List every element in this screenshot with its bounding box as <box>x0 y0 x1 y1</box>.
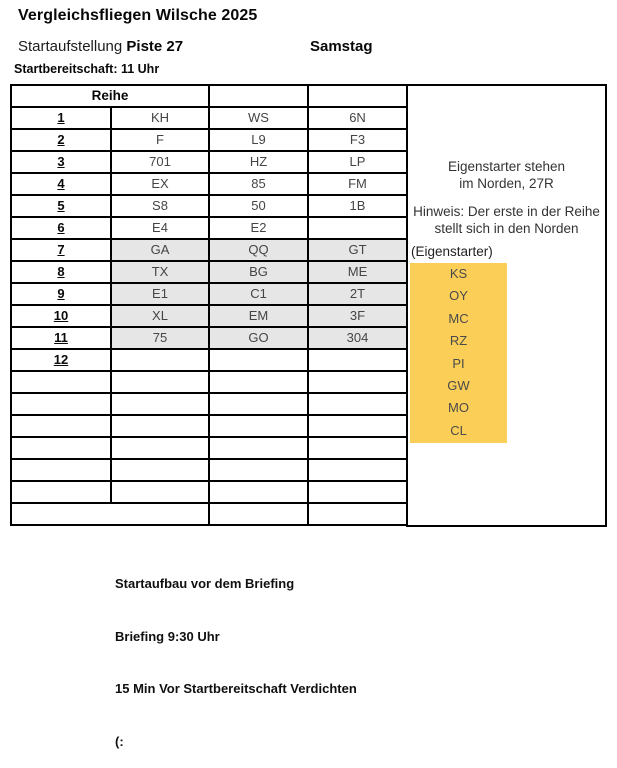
callsign-cell: 304 <box>308 327 407 349</box>
callsign-cell: GT <box>308 239 407 261</box>
callsign-cell <box>308 393 407 415</box>
callsign-cell <box>308 503 407 525</box>
callsign-cell <box>209 415 308 437</box>
eigenstarter-highlight <box>410 263 507 443</box>
row-number: 9 <box>57 286 65 301</box>
callsign-cell: LP <box>308 151 407 173</box>
eigenstarter-code: OY <box>449 288 468 304</box>
table-row <box>11 305 407 327</box>
readiness-label: Startbereitschaft: 11 Uhr <box>14 62 160 76</box>
callsign-cell: 50 <box>209 195 308 217</box>
row-number-cell <box>11 217 111 239</box>
callsign-cell: EM <box>209 305 308 327</box>
callsign-cell: C1 <box>209 283 308 305</box>
table-row <box>11 283 407 305</box>
table-row <box>11 393 407 415</box>
table-header-row <box>11 85 407 107</box>
callsign-cell: ME <box>308 261 407 283</box>
eigenstarter-code: PI <box>452 355 465 371</box>
row-number-cell <box>11 459 111 481</box>
row-number-cell <box>11 239 111 261</box>
callsign-cell <box>209 349 308 371</box>
row-number: 8 <box>57 264 65 279</box>
callsign-cell: 85 <box>209 173 308 195</box>
row-number-cell <box>11 415 111 437</box>
row-number-cell <box>11 305 111 327</box>
reihe-header-cell <box>11 85 209 107</box>
callsign-cell: F <box>111 129 209 151</box>
callsign-cell <box>209 437 308 459</box>
table-row <box>11 481 407 503</box>
row-number: 7 <box>57 242 65 257</box>
row-number-cell <box>11 481 111 503</box>
callsign-cell <box>111 415 209 437</box>
row-number-cell <box>11 151 111 173</box>
row-number: 6 <box>57 220 65 235</box>
callsign-cell: 6N <box>308 107 407 129</box>
callsign-cell <box>308 349 407 371</box>
callsign-cell: E1 <box>111 283 209 305</box>
row-number-cell <box>11 107 111 129</box>
callsign-cell: BG <box>209 261 308 283</box>
table-row <box>11 437 407 459</box>
side-panel <box>406 84 607 527</box>
subtitle-prefix: Startaufstellung <box>18 38 127 55</box>
callsign-cell: E4 <box>111 217 209 239</box>
callsign-cell: 3F <box>308 305 407 327</box>
row-number-cell <box>11 261 111 283</box>
row-number: 4 <box>57 176 65 191</box>
hinweis-note-line1: Hinweis: Der erste in der Reihe <box>413 204 600 219</box>
row-number: 5 <box>57 198 65 213</box>
callsign-cell <box>111 481 209 503</box>
eigenstarter-list-label: (Eigenstarter) <box>411 244 493 259</box>
eigenstarter-code: GW <box>447 377 470 393</box>
row-number-cell <box>11 349 111 371</box>
callsign-cell: 701 <box>111 151 209 173</box>
callsign-cell: E2 <box>209 217 308 239</box>
table-row <box>11 239 407 261</box>
callsign-cell <box>111 393 209 415</box>
row-number-cell <box>11 283 111 305</box>
eigenstarter-code: CL <box>450 422 467 438</box>
eigenstarter-code: MC <box>448 310 469 326</box>
callsign-cell: 75 <box>111 327 209 349</box>
callsign-cell <box>308 415 407 437</box>
footer-line1: Startaufbau vor dem Briefing <box>115 576 295 591</box>
callsign-cell: WS <box>209 107 308 129</box>
callsign-cell <box>209 371 308 393</box>
table-row <box>11 129 407 151</box>
callsign-cell: S8 <box>111 195 209 217</box>
eigenstarter-code: KS <box>449 266 468 281</box>
callsign-cell <box>308 481 407 503</box>
callsign-cell: F3 <box>308 129 407 151</box>
footer-notes <box>115 540 357 768</box>
callsign-cell: TX <box>111 261 209 283</box>
eigenstarter-code: MO <box>448 400 469 416</box>
row-number-cell <box>11 173 111 195</box>
eigenstarter-note-line2: im Norden, 27R <box>459 176 554 191</box>
callsign-cell <box>308 437 407 459</box>
header-empty-cell <box>209 85 308 107</box>
callsign-cell <box>209 459 308 481</box>
eigenstarter-note-line1: Eigenstarter stehen <box>447 159 566 174</box>
table-row <box>11 349 407 371</box>
eigenstarter-note <box>408 158 605 192</box>
callsign-cell <box>209 503 308 525</box>
callsign-cell: 2T <box>308 283 407 305</box>
callsign-cell <box>111 371 209 393</box>
row-number-cell <box>11 393 111 415</box>
page-title: Vergleichsfliegen Wilsche 2025 <box>18 7 258 24</box>
start-grid-table <box>10 84 408 526</box>
subtitle <box>18 38 183 55</box>
table-row <box>11 459 407 481</box>
table-row <box>11 371 407 393</box>
table-row <box>11 173 407 195</box>
callsign-cell: KH <box>111 107 209 129</box>
callsign-cell <box>111 349 209 371</box>
reihe-header-label: Reihe <box>91 88 129 103</box>
footer-line4: (: <box>115 733 124 749</box>
callsign-cell <box>308 371 407 393</box>
hinweis-note <box>408 203 605 237</box>
table-row <box>11 261 407 283</box>
table-row <box>11 107 407 129</box>
callsign-cell: L9 <box>209 129 308 151</box>
table-row <box>11 503 407 525</box>
callsign-cell <box>308 217 407 239</box>
row-number: 10 <box>53 308 69 323</box>
day-label: Samstag <box>310 38 373 55</box>
callsign-cell <box>308 459 407 481</box>
table-row <box>11 195 407 217</box>
callsign-cell <box>111 459 209 481</box>
header-empty-cell <box>308 85 407 107</box>
row-number-cell <box>11 437 111 459</box>
callsign-cell: EX <box>111 173 209 195</box>
table-row <box>11 151 407 173</box>
row-number-cell <box>11 503 209 525</box>
row-number: 3 <box>57 154 65 169</box>
eigenstarter-code: RZ <box>449 333 468 349</box>
start-grid-body <box>11 85 407 525</box>
table-row <box>11 327 407 349</box>
callsign-cell: FM <box>308 173 407 195</box>
callsign-cell: XL <box>111 305 209 327</box>
callsign-cell: GA <box>111 239 209 261</box>
row-number: 12 <box>53 352 69 367</box>
row-number-cell <box>11 195 111 217</box>
footer-line2: Briefing 9:30 Uhr <box>115 628 220 644</box>
callsign-cell: GO <box>209 327 308 349</box>
row-number: 1 <box>57 110 65 125</box>
callsign-cell <box>111 437 209 459</box>
runway-label: Piste 27 <box>126 38 184 55</box>
hinweis-note-line2: stellt sich in den Norden <box>434 221 579 236</box>
table-row <box>11 217 407 239</box>
callsign-cell <box>209 393 308 415</box>
callsign-cell <box>209 481 308 503</box>
row-number-cell <box>11 129 111 151</box>
callsign-cell: HZ <box>209 151 308 173</box>
footer-line3: 15 Min Vor Startbereitschaft Verdichten <box>115 681 357 696</box>
row-number: 11 <box>54 330 68 345</box>
callsign-cell: 1B <box>308 195 407 217</box>
row-number-cell <box>11 371 111 393</box>
table-row <box>11 415 407 437</box>
row-number-cell <box>11 327 111 349</box>
row-number: 2 <box>57 132 65 147</box>
callsign-cell: QQ <box>209 239 308 261</box>
